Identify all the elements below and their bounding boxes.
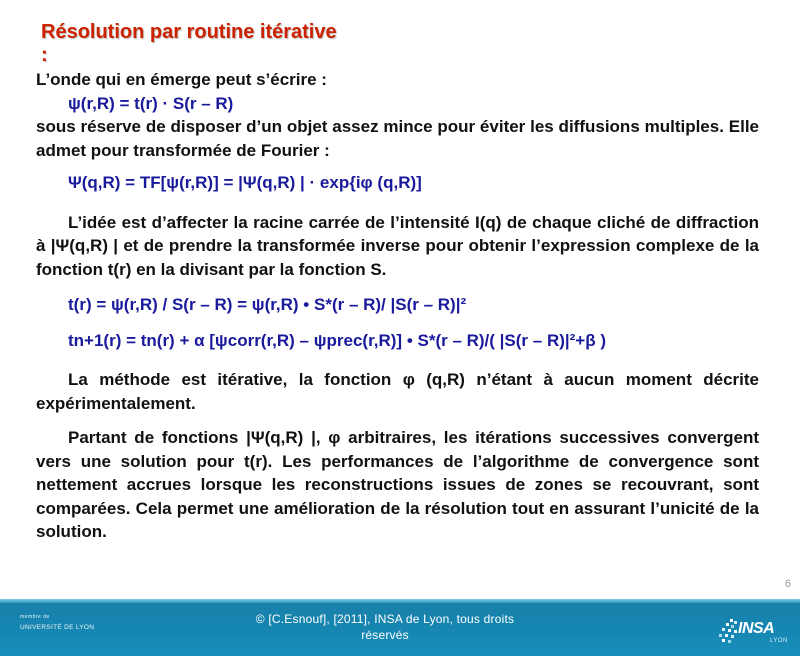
equation-fourier: Ψ(q,R) = TF[ψ(r,R)] = |Ψ(q,R) | · exp{iφ (q,R)] xyxy=(68,173,422,192)
logo-udl-text: UNIVERSITÉ DE LYON xyxy=(20,624,95,631)
slide-title: Résolution par routine itérative : xyxy=(41,21,337,66)
slide-content xyxy=(36,68,759,544)
paragraph-intro: L’onde qui en émerge peut s’écrire : xyxy=(36,70,327,89)
paragraph-method: La méthode est itérative, la fonction φ (q,R) n’étant à aucun moment décrite expérimentalement. xyxy=(36,370,759,413)
logo-membre-text: membre de xyxy=(20,614,50,620)
copyright-line-2: réservés xyxy=(361,628,409,642)
paragraph-idea: L’idée est d’affecter la racine carrée de l’intensité I(q) de chaque cliché de diffraction à |Ψ(q,R) | et de prendre la transformée inverse pour obtenir l’expression complexe de la fonction t(r) en la divisant par la fonction S. xyxy=(36,212,759,279)
equation-iteration: tn+1(r) = tn(r) + α [ψcorr(r,R) – ψprec(r,R)] • S*(r – R)/( |S(r – R)|²+β ) xyxy=(68,330,606,350)
universite-de-lyon-logo xyxy=(20,614,95,644)
insa-logo-text: INSA xyxy=(738,620,775,637)
insa-lyon-text: LYON xyxy=(770,638,788,644)
equation-wave: ψ(r,R) = t(r) · S(r – R) xyxy=(68,93,234,113)
copyright-line-1: © [C.Esnouf], [2011], INSA de Lyon, tous droits xyxy=(255,612,515,626)
footer-highlight xyxy=(0,599,800,603)
paragraph-convergence: Partant de fonctions |Ψ(q,R) |, φ arbitraires, les itérations successives convergent vers une solution pour t(r). Les performances de l’algorithme de convergence sont nettement accrues lorsque les reconstructions issues de zones se recouvrant, sont comparées. Cela permet une amélioration de la résolution tout en assurant l’unicité de la solution. xyxy=(36,428,759,541)
copyright-notice xyxy=(230,611,540,643)
insa-logo xyxy=(718,613,788,647)
equation-object: t(r) = ψ(r,R) / S(r – R) = ψ(r,R) • S*(r – R)/ |S(r – R)|² xyxy=(68,295,467,314)
insa-pixel-icon xyxy=(718,613,740,647)
page-number: 6 xyxy=(784,578,791,590)
paragraph-condition: sous réserve de disposer d’un objet assez mince pour éviter les diffusions multiples. Elle admet pour transformée de Fourier : xyxy=(36,117,759,160)
